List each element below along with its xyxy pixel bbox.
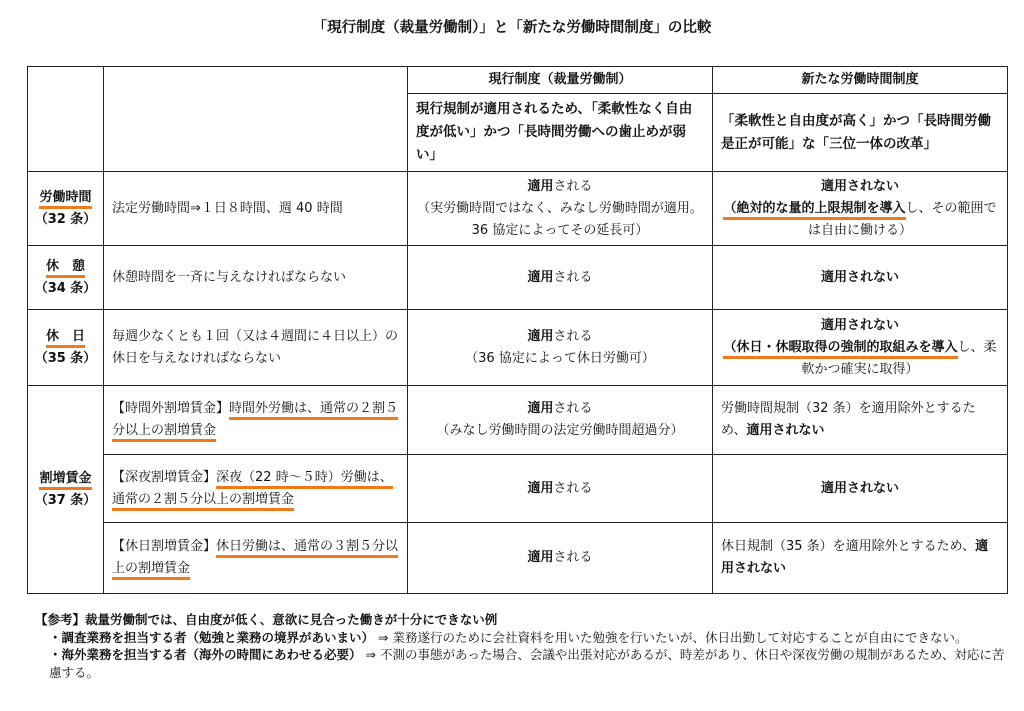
- arrow-icon: ⇒: [378, 629, 389, 645]
- header-empty-cell: [28, 67, 104, 172]
- new-text: 労働時間規制（32 条）を適用除外とするため、: [721, 401, 976, 438]
- row-overtime-premium: [28, 386, 1008, 455]
- applied-suffix: される: [553, 328, 593, 344]
- rule-break: 休憩時間を一斉に与えなければならない: [104, 246, 408, 310]
- arrow-icon: ⇒: [365, 647, 376, 662]
- current-holiday: [408, 310, 713, 386]
- premium-text: 深夜（22 時～５時）労働は、通常の２割５分以上の割増賃金: [112, 470, 393, 511]
- applied-suffix: される: [553, 550, 593, 565]
- new-night-premium: 適用されない: [713, 455, 1008, 523]
- category-break: [28, 246, 104, 310]
- current-holiday-premium: [408, 523, 713, 594]
- category-working-hours: [28, 172, 104, 246]
- new-overtime-premium: [713, 386, 1008, 455]
- current-night-premium: [408, 455, 713, 523]
- note-rest: し、その範囲では自由に働ける）: [807, 200, 997, 238]
- article-label: （32 条）: [34, 211, 97, 227]
- premium-text: 休日労働は、通常の３割５分以上の割増賃金: [112, 539, 398, 580]
- reference-item-text: 業務遂行のために会社資料を用いた勉強を行いたいが、休日出勤して対応することが自由にできない。: [392, 629, 968, 645]
- rule-overtime-premium: [104, 386, 408, 455]
- new-system-description: 「柔軟性と自由度が高く」かつ「長時間労働是正が可能」な「三位一体の改革」: [713, 94, 1008, 172]
- underlined-note: （絶対的な量的上限規制を導入: [723, 201, 905, 220]
- current-break: [408, 246, 713, 310]
- article-label: （34 条）: [34, 280, 97, 296]
- category-label: 休 日: [46, 329, 85, 348]
- new-holiday-premium: [713, 523, 1008, 594]
- current-system-header: 現行制度（裁量労働制）: [408, 67, 713, 94]
- applied-label: 適用: [527, 401, 554, 416]
- new-break: 適用されない: [713, 246, 1008, 310]
- reference-item: [35, 629, 1010, 647]
- current-note: （みなし労働時間の法定労働時間超過分）: [436, 423, 684, 438]
- applied-suffix: される: [553, 178, 593, 194]
- premium-label: 【休日割増賃金】: [112, 539, 217, 554]
- row-holiday-premium: [28, 523, 1008, 594]
- current-note: （実労働時間ではなく、みなし労働時間が適用。36 協定によってその延長可）: [417, 200, 703, 238]
- row-break: [28, 246, 1008, 310]
- not-applied-label: 適用されない: [820, 178, 899, 194]
- reference-heading: 【参考】裁量労働制では、自由度が低く、意欲に見合った働きが十分にできない例: [35, 612, 498, 627]
- category-label: 割増賃金: [39, 471, 91, 490]
- not-applied-label: 適用されない: [746, 423, 825, 438]
- reference-item-label: ・海外業務を担当する者（海外の時間にあわせる必要）: [49, 647, 362, 662]
- category-holiday: [28, 310, 104, 386]
- reference-item: [35, 646, 1010, 681]
- rule-night-premium: [104, 455, 408, 523]
- applied-label: 適用: [527, 178, 554, 194]
- applied-label: 適用: [527, 328, 554, 344]
- category-premium-wages: [28, 386, 104, 594]
- current-note: （36 協定によって休日労働可）: [465, 350, 655, 366]
- rule-working-hours: 法定労働時間⇒１日８時間、週 40 時間: [104, 172, 408, 246]
- reference-section: [35, 611, 1010, 681]
- applied-suffix: される: [553, 480, 593, 496]
- category-label: 休 憩: [46, 259, 85, 278]
- not-applied-label: 適用されない: [820, 317, 899, 333]
- reference-item-text: 不測の事態があった場合、会議や出張対応があるが、時差があり、休日や深夜労働の規制があるため、対応に苦慮する。: [49, 647, 1005, 680]
- new-working-hours: [713, 172, 1008, 246]
- premium-label: 【深夜割増賃金】: [112, 469, 217, 485]
- current-working-hours: [408, 172, 713, 246]
- applied-suffix: される: [553, 401, 593, 416]
- row-night-premium: [28, 455, 1008, 523]
- premium-text: 時間外労働は、通常の２割５分以上の割増賃金: [112, 401, 398, 442]
- row-working-hours: [28, 172, 1008, 246]
- underlined-note: （休日・休暇取得の強制的取組みを導入: [723, 340, 957, 359]
- applied-label: 適用: [527, 480, 554, 496]
- rule-holiday-premium: [104, 523, 408, 594]
- article-label: （35 条）: [34, 350, 97, 366]
- premium-label: 【時間外割増賃金】: [112, 401, 230, 416]
- rule-holiday: 毎週少なくとも１回（又は４週間に４日以上）の休日を与えなければならない: [104, 310, 408, 386]
- not-applied-label: 適用されない: [721, 539, 989, 576]
- applied-suffix: される: [553, 269, 593, 285]
- header-empty-cell: [104, 67, 408, 172]
- new-holiday: [713, 310, 1008, 386]
- reference-item-label: ・調査業務を担当する者（勉強と業務の境界があいまい）: [49, 629, 375, 645]
- document-title: 「現行制度（裁量労働制）」と「新たな労働時間制度」の比較: [312, 20, 712, 36]
- current-system-description: 現行規制が適用されるため、「柔軟性なく自由度が低い」かつ「長時間労働への歯止めが弱い」: [408, 94, 713, 172]
- category-label: 労働時間: [39, 190, 91, 209]
- new-text: 休日規制（35 条）を適用除外とするため、: [721, 539, 976, 554]
- new-system-header: 新たな労働時間制度: [713, 67, 1008, 94]
- applied-label: 適用: [527, 269, 554, 285]
- current-overtime-premium: [408, 386, 713, 455]
- article-label: （37 条）: [34, 492, 97, 508]
- header-row: [28, 67, 1008, 94]
- applied-label: 適用: [527, 550, 554, 565]
- row-holiday: [28, 310, 1008, 386]
- comparison-table: [27, 66, 1008, 594]
- note-rest: し、柔軟かつ確実に取得）: [801, 339, 997, 377]
